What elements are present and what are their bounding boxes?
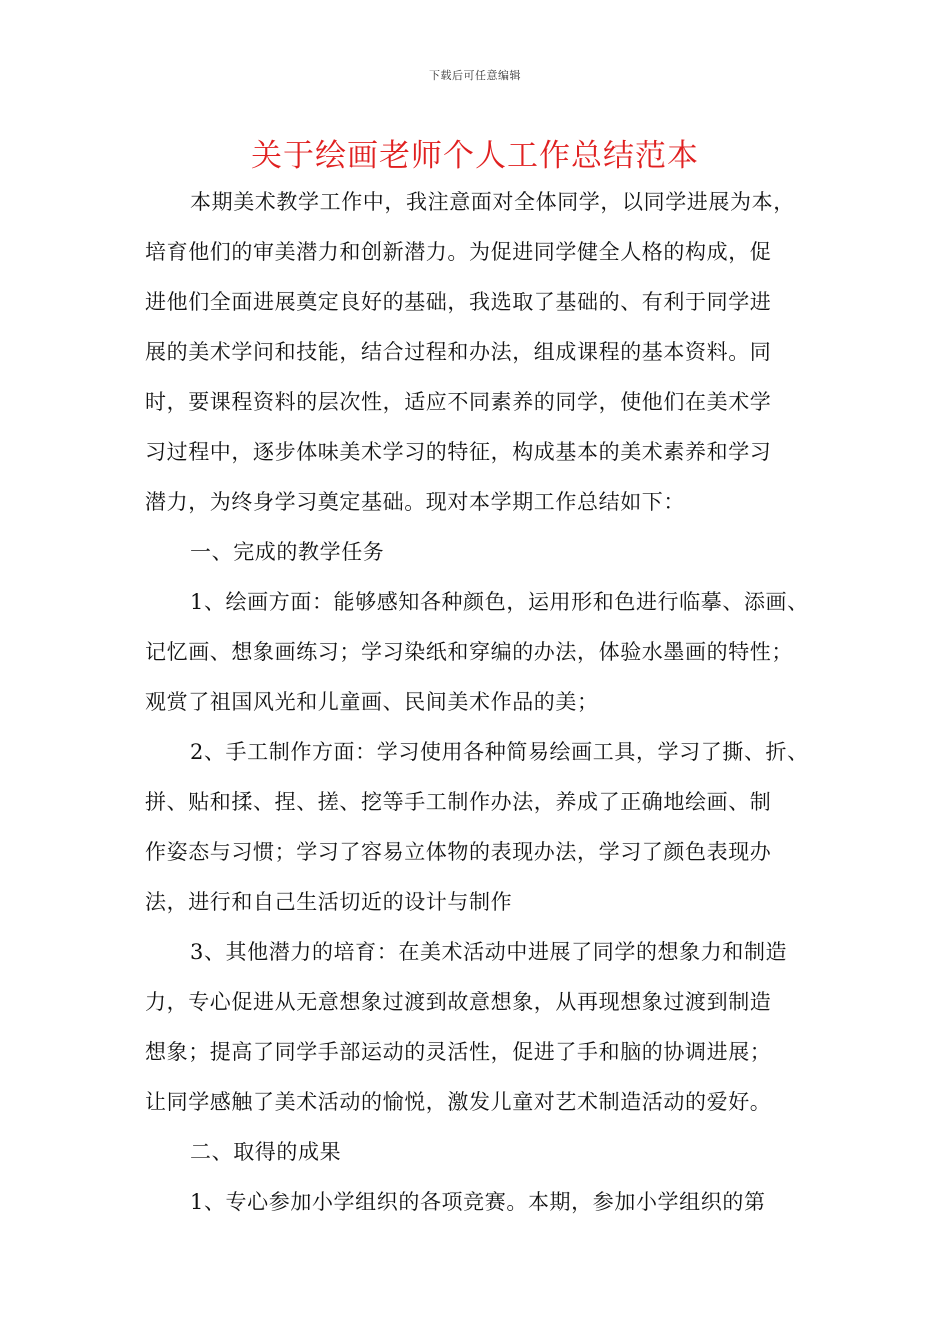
paragraph-line: 2、手工制作方面：学习使用各种简易绘画工具，学习了撕、折、: [190, 740, 809, 764]
paragraph-line: 时，要课程资料的层次性，适应不同素养的同学，使他们在美术学: [145, 390, 772, 414]
paragraph-line: 3、其他潜力的培育：在美术活动中进展了同学的想象力和制造: [190, 940, 788, 964]
header-note: 下载后可任意编辑: [429, 69, 521, 82]
paragraph-line: 习过程中，逐步体味美术学习的特征，构成基本的美术素养和学习: [145, 440, 772, 464]
paragraph-line: 进他们全面进展奠定良好的基础，我选取了基础的、有利于同学进: [145, 290, 772, 314]
paragraph-line: 培育他们的审美潜力和创新潜力。为促进同学健全人格的构成，促: [145, 240, 772, 264]
paragraph-line: 本期美术教学工作中，我注意面对全体同学，以同学进展为本，: [190, 190, 795, 214]
paragraph-line: 想象；提高了同学手部运动的灵活性，促进了手和脑的协调进展；: [145, 1040, 772, 1064]
paragraph-line: 拼、贴和揉、捏、搓、挖等手工制作办法，养成了正确地绘画、制: [145, 790, 772, 814]
paragraph-line: 1、专心参加小学组织的各项竞赛。本期，参加小学组织的第: [190, 1190, 766, 1214]
section-heading: 一、完成的教学任务: [190, 540, 385, 564]
paragraph-line: 作姿态与习惯；学习了容易立体物的表现办法，学习了颜色表现办: [145, 840, 772, 864]
paragraph-line: 记忆画、想象画练习；学习染纸和穿编的办法，体验水墨画的特性；: [145, 640, 793, 664]
paragraph-line: 观赏了祖国风光和儿童画、民间美术作品的美；: [145, 690, 599, 714]
paragraph-line: 力，专心促进从无意想象过渡到故意想象，从再现想象过渡到制造: [145, 990, 772, 1014]
page-title: 关于绘画老师个人工作总结范本: [251, 138, 699, 174]
paragraph-line: 让同学感触了美术活动的愉悦，激发儿童对艺术制造活动的爱好。: [145, 1090, 772, 1114]
section-heading: 二、取得的成果: [190, 1140, 342, 1164]
paragraph-line: 1、绘画方面：能够感知各种颜色，运用形和色进行临摹、添画、: [190, 590, 809, 614]
body-text: [145, 182, 825, 1232]
paragraph-line: 法，进行和自己生活切近的设计与制作: [145, 890, 513, 914]
paragraph-line: 展的美术学问和技能，结合过程和办法，组成课程的基本资料。同: [145, 340, 772, 364]
paragraph-line: 潜力，为终身学习奠定基础。现对本学期工作总结如下：: [145, 490, 685, 514]
